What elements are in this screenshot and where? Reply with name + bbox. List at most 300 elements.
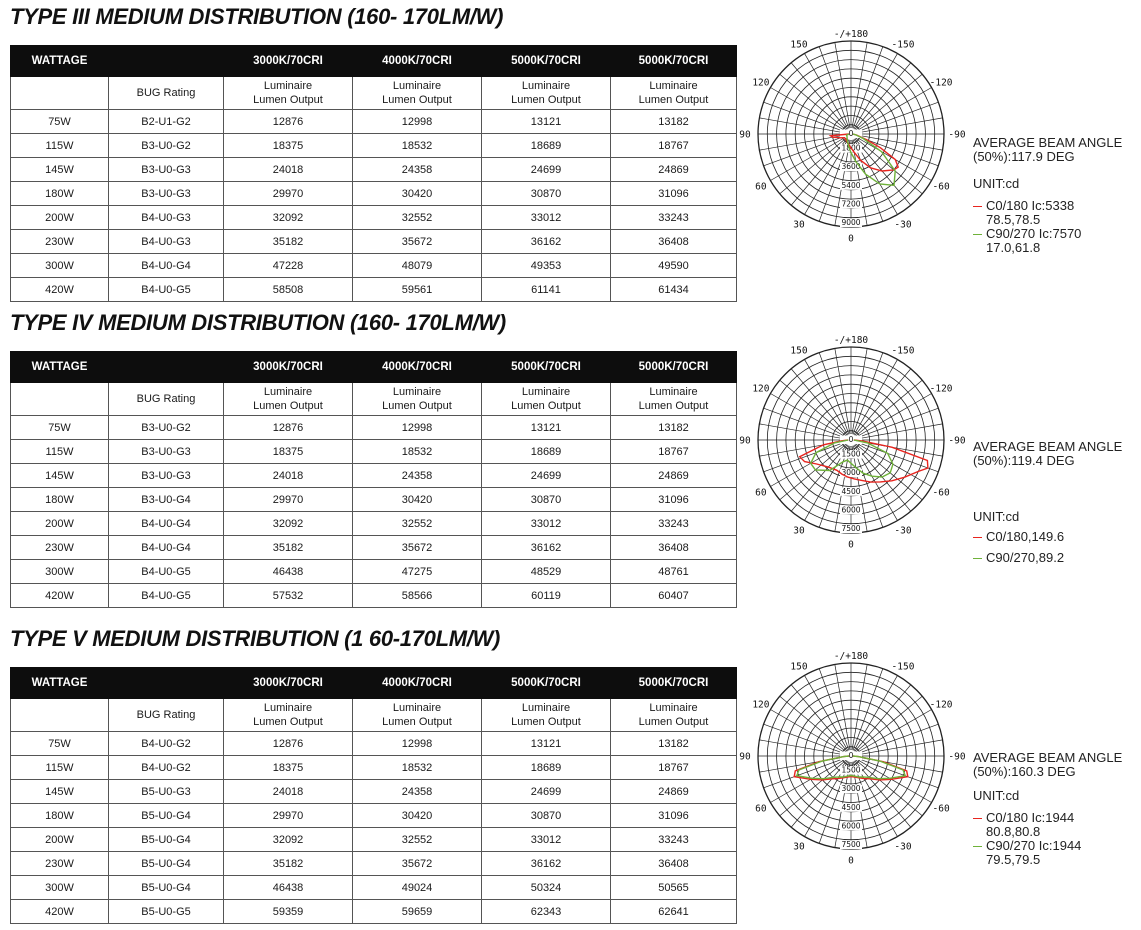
c0-angles: 78.5,78.5 <box>986 212 1041 227</box>
table-row-cell: 33012 <box>482 206 611 230</box>
grid-spoke <box>857 758 939 788</box>
ring-label: 7200 <box>841 199 861 209</box>
table-row-cell: 31096 <box>611 182 737 206</box>
polar-diagram <box>738 324 970 556</box>
grid-spoke <box>857 424 943 439</box>
table-row-cell: B4-U0-G4 <box>109 254 224 278</box>
grid-spoke <box>770 137 845 181</box>
red-line-icon <box>973 206 982 208</box>
table-row-cell: 13182 <box>611 416 737 440</box>
table-row-cell: 29970 <box>224 488 353 512</box>
angle-label-top: -/+180 <box>833 335 869 346</box>
header-row-cell: 4000K/70CRI <box>353 668 482 699</box>
table-row-cell: 57532 <box>224 584 353 608</box>
table-row-cell: 30420 <box>353 182 482 206</box>
angle-label-top: -/+180 <box>833 29 869 40</box>
angle-label: -90 <box>948 435 966 447</box>
table-row <box>11 416 737 440</box>
table-row-cell: 18375 <box>224 440 353 464</box>
section-title: TYPE V MEDIUM DISTRIBUTION (1 60-170LM/W) <box>10 626 501 651</box>
angle-label: 120 <box>752 77 770 89</box>
c90-label: C90/270,89.2 <box>986 550 1065 565</box>
table-row-cell: 12876 <box>224 732 353 756</box>
unit-label: UNIT:cd <box>973 176 1020 191</box>
angle-label: -150 <box>891 39 915 51</box>
table-row <box>11 158 737 182</box>
grid-spoke <box>770 394 845 438</box>
table-row-cell: 18767 <box>611 756 737 780</box>
table-row-cell: 32552 <box>353 206 482 230</box>
table-row-cell: 30870 <box>482 182 611 206</box>
angle-label: 30 <box>793 525 805 537</box>
ring-label: 9000 <box>841 218 861 227</box>
grid-spoke <box>854 675 898 750</box>
angle-label-top: -/+180 <box>833 651 869 662</box>
grid-spoke <box>780 444 847 500</box>
table-row-cell: 50565 <box>611 876 737 900</box>
table-row-cell: 47228 <box>224 254 353 278</box>
table-row-cell: 115W <box>11 440 109 464</box>
c90-label: C90/270 Ic:7570 <box>986 226 1082 241</box>
table-row <box>11 230 737 254</box>
angle-label: -60 <box>932 181 950 193</box>
table-row-cell: 35672 <box>353 230 482 254</box>
table-row <box>11 900 737 924</box>
section-type-iv <box>0 306 1141 616</box>
subheader-row-cell: Luminaire Lumen Output <box>611 383 737 416</box>
spec-table <box>10 351 737 608</box>
polar-legend <box>973 136 1122 255</box>
header-row-cell <box>109 352 224 383</box>
subheader-row <box>11 699 737 732</box>
ring-label: 6000 <box>841 505 861 515</box>
table-row-cell: 33243 <box>611 512 737 536</box>
grid-spoke <box>764 102 846 132</box>
subheader-row-cell: Luminaire Lumen Output <box>482 77 611 110</box>
header-row-cell: 3000K/70CRI <box>224 352 353 383</box>
table-row-cell: 24869 <box>611 780 737 804</box>
table-row-cell: 24699 <box>482 780 611 804</box>
table-row-cell: 18532 <box>353 134 482 158</box>
table-row <box>11 852 737 876</box>
grid-spoke <box>791 445 847 512</box>
angle-label: -90 <box>948 129 966 141</box>
angle-label: 60 <box>755 803 767 815</box>
table-row-cell: 35672 <box>353 852 482 876</box>
table-row-cell: 24018 <box>224 464 353 488</box>
table-row <box>11 512 737 536</box>
table-row-cell: 300W <box>11 254 109 278</box>
table-row <box>11 182 737 206</box>
section-type-iii <box>0 0 1141 300</box>
subheader-row-cell <box>11 699 109 732</box>
ring-label: 4500 <box>841 802 861 812</box>
angle-label: 0 <box>848 855 854 867</box>
header-row-cell: 5000K/70CRI <box>482 46 611 77</box>
table-row-cell: 62343 <box>482 900 611 924</box>
subheader-row-cell: BUG Rating <box>109 383 224 416</box>
grid-spoke <box>764 136 846 166</box>
table-row-cell: 24699 <box>482 464 611 488</box>
green-line-icon <box>973 234 982 236</box>
table-row <box>11 254 737 278</box>
angle-label: -30 <box>894 219 912 231</box>
angle-label: 0 <box>848 539 854 551</box>
table-row-cell: 420W <box>11 900 109 924</box>
table-row-cell: 180W <box>11 804 109 828</box>
angle-label: -60 <box>932 803 950 815</box>
grid-spoke <box>857 102 939 132</box>
table-row-cell: B2-U1-G2 <box>109 110 224 134</box>
green-line-icon <box>973 846 982 848</box>
table-row-cell: 18689 <box>482 756 611 780</box>
table-row-cell: 24869 <box>611 464 737 488</box>
angle-label: 150 <box>790 661 808 673</box>
grid-spoke <box>854 359 898 434</box>
grid-spoke <box>764 408 846 438</box>
angle-label: 60 <box>755 487 767 499</box>
grid-spoke <box>780 760 847 816</box>
ring-label: 3600 <box>841 162 861 172</box>
table-row-cell: 12876 <box>224 416 353 440</box>
grid-spoke <box>780 380 847 436</box>
table-row-cell: B4-U0-G4 <box>109 536 224 560</box>
spec-table <box>10 45 737 302</box>
angle-label: -30 <box>894 525 912 537</box>
angle-label: 120 <box>752 699 770 711</box>
header-row-cell: WATTAGE <box>11 352 109 383</box>
grid-spoke <box>764 724 846 754</box>
grid-spoke <box>780 696 847 752</box>
table-row-cell: B5-U0-G4 <box>109 804 224 828</box>
table-row-cell: B4-U0-G2 <box>109 756 224 780</box>
header-row-cell: 5000K/70CRI <box>482 668 611 699</box>
table-row-cell: 62641 <box>611 900 737 924</box>
angle-label: 90 <box>739 435 751 447</box>
table-row-cell: 33243 <box>611 206 737 230</box>
table-row-cell: B3-U0-G3 <box>109 464 224 488</box>
section-title: TYPE IV MEDIUM DISTRIBUTION (160- 170LM/W) <box>10 310 506 335</box>
table-row-cell: 230W <box>11 852 109 876</box>
grid-spoke <box>852 664 867 750</box>
table-row-cell: 24018 <box>224 780 353 804</box>
c0-label: C0/180 Ic:1944 <box>986 810 1075 825</box>
table-row-cell: 35182 <box>224 852 353 876</box>
green-line-icon <box>973 558 982 560</box>
table-row-cell: 32092 <box>224 828 353 852</box>
table-row-cell: 33012 <box>482 828 611 852</box>
table-row-cell: 200W <box>11 828 109 852</box>
table-row-cell: 47275 <box>353 560 482 584</box>
header-row-cell: 3000K/70CRI <box>224 668 353 699</box>
grid-spoke <box>780 74 847 130</box>
grid-spoke <box>857 118 943 133</box>
table-row-cell: 36162 <box>482 536 611 560</box>
table-row-cell: 60119 <box>482 584 611 608</box>
red-line-icon <box>973 818 982 820</box>
table-row-cell: 49590 <box>611 254 737 278</box>
angle-label: 30 <box>793 841 805 853</box>
table-row-cell: 230W <box>11 230 109 254</box>
angle-label: 0 <box>848 233 854 245</box>
table-row-cell: 12998 <box>353 416 482 440</box>
table-row-cell: 31096 <box>611 488 737 512</box>
table-row-cell: 200W <box>11 206 109 230</box>
table-row-cell: 36408 <box>611 230 737 254</box>
grid-spoke <box>770 710 845 754</box>
grid-spoke <box>791 139 847 206</box>
section-type-v <box>0 622 1141 930</box>
header-row-cell: 4000K/70CRI <box>353 46 482 77</box>
ring-label: 1800 <box>841 143 861 153</box>
grid-spoke <box>759 740 845 755</box>
table-row-cell: 29970 <box>224 804 353 828</box>
grid-spoke <box>856 74 923 130</box>
table-row-cell: 49353 <box>482 254 611 278</box>
grid-spoke <box>855 685 911 752</box>
subheader-row-cell: BUG Rating <box>109 77 224 110</box>
table-row-cell: 31096 <box>611 804 737 828</box>
c0-angles: 80.8,80.8 <box>986 824 1041 839</box>
table-row-cell: 200W <box>11 512 109 536</box>
angle-label: 90 <box>739 129 751 141</box>
subheader-row-cell <box>11 383 109 416</box>
header-row-cell: 5000K/70CRI <box>611 668 737 699</box>
table-row-cell: 13121 <box>482 732 611 756</box>
subheader-row-cell: Luminaire Lumen Output <box>353 699 482 732</box>
table-row-cell: B4-U0-G3 <box>109 230 224 254</box>
grid-spoke <box>856 444 923 500</box>
grid-spoke <box>853 353 883 435</box>
table-row-cell: 18375 <box>224 756 353 780</box>
table-row-cell: B4-U0-G3 <box>109 206 224 230</box>
table-row-cell: 30870 <box>482 804 611 828</box>
angle-label: -120 <box>929 77 953 89</box>
grid-spoke <box>855 369 911 436</box>
table-row-cell: 59659 <box>353 900 482 924</box>
table-row-cell: 13121 <box>482 110 611 134</box>
table-row-cell: 24869 <box>611 158 737 182</box>
grid-spoke <box>856 760 923 816</box>
header-row-cell: 5000K/70CRI <box>611 46 737 77</box>
table-row-cell: 18532 <box>353 440 482 464</box>
table-row <box>11 584 737 608</box>
table-row-cell: B3-U0-G2 <box>109 416 224 440</box>
angle-label: -120 <box>929 699 953 711</box>
header-row-cell <box>109 46 224 77</box>
table-row-cell: 48079 <box>353 254 482 278</box>
grid-spoke <box>856 710 931 754</box>
table-row-cell: 35182 <box>224 230 353 254</box>
beam-angle-value: (50%):160.3 DEG <box>973 764 1076 779</box>
table-row-cell: B4-U0-G4 <box>109 512 224 536</box>
table-row-cell: B5-U0-G4 <box>109 876 224 900</box>
beam-angle-value: (50%):117.9 DEG <box>973 149 1075 164</box>
table-row-cell: 61141 <box>482 278 611 302</box>
table-row-cell: 46438 <box>224 876 353 900</box>
table-row <box>11 828 737 852</box>
table-row-cell: 33012 <box>482 512 611 536</box>
table-row-cell: 48529 <box>482 560 611 584</box>
polar-legend <box>973 440 1122 565</box>
table-row <box>11 560 737 584</box>
table-row-cell: 18375 <box>224 134 353 158</box>
table-row-cell: 48761 <box>611 560 737 584</box>
table-row-cell: 32552 <box>353 828 482 852</box>
ring-label: 7500 <box>841 524 861 533</box>
table-row-cell: 75W <box>11 732 109 756</box>
subheader-row-cell: Luminaire Lumen Output <box>353 77 482 110</box>
c0-label: C0/180,149.6 <box>986 529 1065 544</box>
header-row-cell: 5000K/70CRI <box>611 352 737 383</box>
grid-spoke <box>853 669 883 751</box>
table-row-cell: B3-U0-G2 <box>109 134 224 158</box>
table-row <box>11 134 737 158</box>
grid-spoke <box>856 380 923 436</box>
table-row-cell: B5-U0-G5 <box>109 900 224 924</box>
beam-angle-label: AVERAGE BEAM ANGLE <box>973 439 1123 454</box>
spec-table <box>10 667 737 924</box>
subheader-row <box>11 383 737 416</box>
ring-label: 0 <box>848 435 854 444</box>
table-row <box>11 732 737 756</box>
table-row <box>11 206 737 230</box>
grid-spoke <box>854 53 898 128</box>
table-row-cell: 59359 <box>224 900 353 924</box>
table-row-cell: 145W <box>11 464 109 488</box>
table-row-cell: 180W <box>11 182 109 206</box>
table-row-cell: 58566 <box>353 584 482 608</box>
table-row <box>11 278 737 302</box>
table-row-cell: 145W <box>11 780 109 804</box>
subheader-row-cell: Luminaire Lumen Output <box>353 383 482 416</box>
grid-spoke <box>856 394 931 438</box>
table-row-cell: 300W <box>11 560 109 584</box>
grid-spoke <box>819 669 849 751</box>
table-row-cell: B3-U0-G3 <box>109 182 224 206</box>
polar-legend <box>973 751 1122 867</box>
angle-label: -150 <box>891 661 915 673</box>
table-row-cell: 13182 <box>611 732 737 756</box>
table-row-cell: 13121 <box>482 416 611 440</box>
table-row-cell: 300W <box>11 876 109 900</box>
table-row-cell: B5-U0-G4 <box>109 852 224 876</box>
subheader-row-cell <box>11 77 109 110</box>
angle-label: 120 <box>752 383 770 395</box>
table-row-cell: 35182 <box>224 536 353 560</box>
header-row-cell <box>109 668 224 699</box>
grid-spoke <box>852 42 867 128</box>
ring-label: 7500 <box>841 840 861 849</box>
subheader-row-cell: Luminaire Lumen Output <box>224 699 353 732</box>
table-row-cell: B4-U0-G5 <box>109 584 224 608</box>
subheader-row-cell: Luminaire Lumen Output <box>224 77 353 110</box>
grid-spoke <box>819 47 849 129</box>
table-row-cell: 32092 <box>224 206 353 230</box>
header-row-cell: WATTAGE <box>11 668 109 699</box>
table-row-cell: 60407 <box>611 584 737 608</box>
ring-label: 1500 <box>841 449 861 459</box>
table-row-cell: 24018 <box>224 158 353 182</box>
subheader-row-cell: Luminaire Lumen Output <box>224 383 353 416</box>
table-row-cell: 75W <box>11 110 109 134</box>
c90-angles: 79.5,79.5 <box>986 852 1041 867</box>
table-row-cell: 12998 <box>353 110 482 134</box>
table-row-cell: B4-U0-G5 <box>109 560 224 584</box>
table-row-cell: 145W <box>11 158 109 182</box>
grid-spoke <box>857 740 943 755</box>
table-row <box>11 780 737 804</box>
table-row-cell: 49024 <box>353 876 482 900</box>
table-row-cell: 24358 <box>353 780 482 804</box>
angle-label: 150 <box>790 39 808 51</box>
table-row-cell: B3-U0-G3 <box>109 440 224 464</box>
beam-angle-label: AVERAGE BEAM ANGLE <box>973 135 1123 150</box>
grid-spoke <box>770 88 845 132</box>
table-row <box>11 488 737 512</box>
c90-label: C90/270 Ic:1944 <box>986 838 1082 853</box>
beam-angle-value: (50%):119.4 DEG <box>973 453 1075 468</box>
angle-label: 60 <box>755 181 767 193</box>
table-row-cell: 18767 <box>611 440 737 464</box>
subheader-row-cell: Luminaire Lumen Output <box>611 699 737 732</box>
table-row-cell: 59561 <box>353 278 482 302</box>
table-row-cell: B4-U0-G2 <box>109 732 224 756</box>
grid-spoke <box>764 442 846 472</box>
table-row-cell: 24358 <box>353 464 482 488</box>
grid-spoke <box>856 88 931 132</box>
ring-label: 6000 <box>841 821 861 831</box>
table-row-cell: 30870 <box>482 488 611 512</box>
beam-angle-label: AVERAGE BEAM ANGLE <box>973 750 1123 765</box>
grid-spoke <box>759 424 845 439</box>
table-row-cell: B3-U0-G3 <box>109 158 224 182</box>
grid-spoke <box>857 724 939 754</box>
section-title: TYPE III MEDIUM DISTRIBUTION (160- 170LM/W) <box>10 4 504 29</box>
angle-label: -90 <box>948 751 966 763</box>
grid-spoke <box>857 442 939 472</box>
angle-label: 90 <box>739 751 751 763</box>
table-row-cell: 36162 <box>482 852 611 876</box>
table-row-cell: 61434 <box>611 278 737 302</box>
table-row-cell: B3-U0-G4 <box>109 488 224 512</box>
table-row <box>11 876 737 900</box>
header-row-cell: WATTAGE <box>11 46 109 77</box>
table-row-cell: 29970 <box>224 182 353 206</box>
angle-label: -60 <box>932 487 950 499</box>
table-row-cell: 12998 <box>353 732 482 756</box>
angle-label: -120 <box>929 383 953 395</box>
grid-spoke <box>791 63 847 130</box>
table-row <box>11 464 737 488</box>
grid-spoke <box>791 369 847 436</box>
header-row <box>11 46 737 77</box>
table-row-cell: 420W <box>11 278 109 302</box>
grid-spoke <box>852 348 867 434</box>
grid-spoke <box>805 53 849 128</box>
table-row-cell: 30420 <box>353 488 482 512</box>
grid-spoke <box>856 696 923 752</box>
table-row-cell: 24699 <box>482 158 611 182</box>
ring-label: 3000 <box>841 468 861 478</box>
table-row-cell: 33243 <box>611 828 737 852</box>
table-row <box>11 756 737 780</box>
subheader-row-cell: Luminaire Lumen Output <box>482 383 611 416</box>
grid-spoke <box>759 118 845 133</box>
grid-spoke <box>835 348 850 434</box>
grid-spoke <box>805 675 849 750</box>
table-row-cell: 32092 <box>224 512 353 536</box>
